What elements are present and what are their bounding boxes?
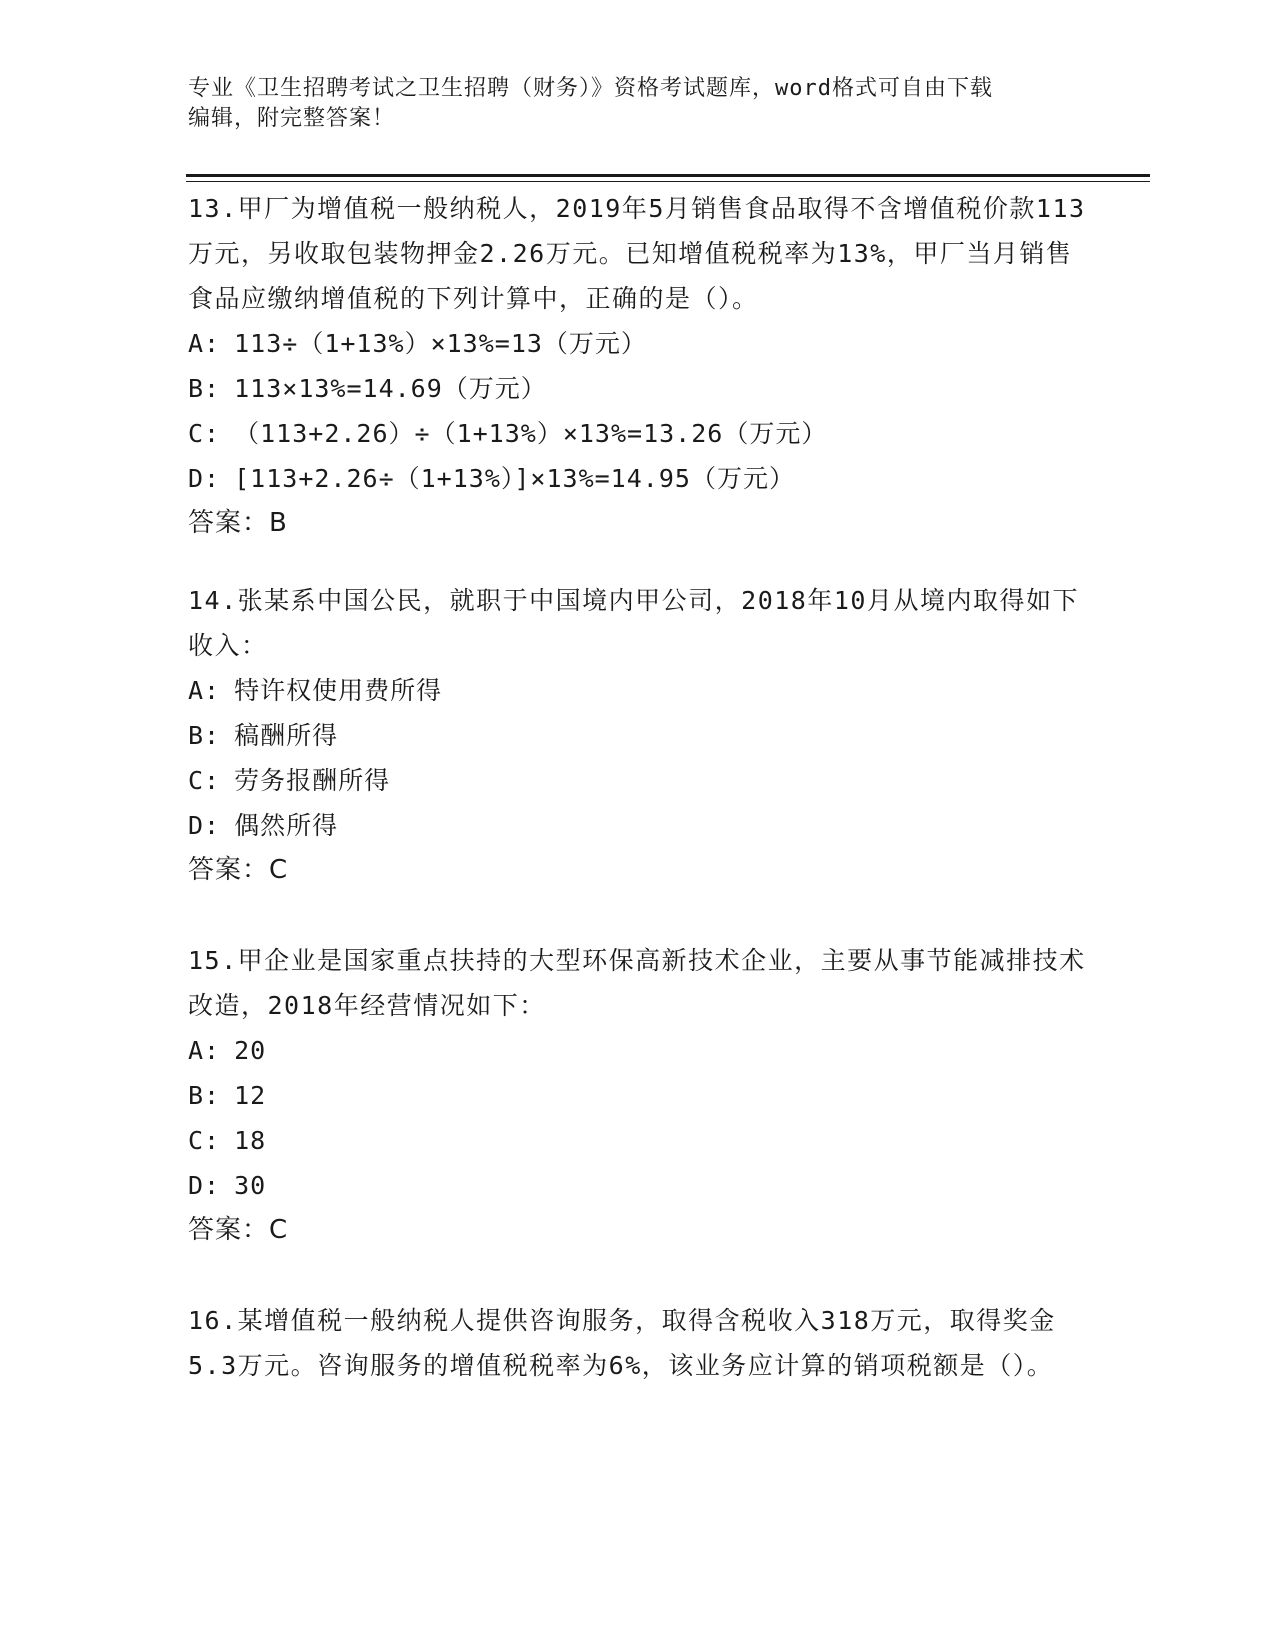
question-stem: 16.某增值税一般纳税人提供咨询服务，取得含税收入318万元，取得奖金5.3万元。咨询服务的增值税税率为6%，该业务应计算的销项税额是（）。	[188, 1306, 1056, 1380]
option-label: B:	[188, 1081, 221, 1110]
option-label: C:	[188, 1126, 221, 1155]
option-label: A:	[188, 1036, 221, 1065]
option-b	[188, 366, 1088, 411]
option-label: C:	[188, 766, 221, 795]
option-a	[188, 1028, 1088, 1073]
option-text: 18	[234, 1126, 267, 1155]
option-text: 特许权使用费所得	[234, 676, 443, 705]
option-c	[188, 1118, 1088, 1163]
option-c	[188, 758, 1088, 803]
question-13	[188, 186, 1088, 546]
header-line-2: 编辑，附完整答案！	[188, 106, 396, 131]
option-d	[188, 803, 1088, 848]
option-label: A:	[188, 329, 221, 358]
option-b	[188, 1073, 1088, 1118]
option-label: A:	[188, 676, 221, 705]
question-14	[188, 578, 1088, 893]
option-c	[188, 411, 1088, 456]
option-text: 113÷（1+13%）×13%=13（万元）	[234, 329, 647, 358]
option-a	[188, 668, 1088, 713]
option-text: 30	[234, 1171, 267, 1200]
question-16	[188, 1298, 1088, 1388]
option-label: C:	[188, 419, 221, 448]
document-header	[188, 74, 1088, 134]
question-15	[188, 938, 1088, 1253]
option-text: 劳务报酬所得	[234, 766, 391, 795]
header-divider-thin	[186, 181, 1150, 182]
header-divider-thick	[186, 174, 1150, 177]
option-text: 偶然所得	[234, 811, 339, 840]
option-text: 20	[234, 1036, 267, 1065]
option-label: B:	[188, 374, 221, 403]
option-a	[188, 321, 1088, 366]
option-text: 12	[234, 1081, 267, 1110]
option-text: （113+2.26）÷（1+13%）×13%=13.26（万元）	[234, 419, 828, 448]
option-b	[188, 713, 1088, 758]
question-stem: 13.甲厂为增值税一般纳税人，2019年5月销售食品取得不含增值税价款113万元，另收取包装物押金2.26万元。已知增值税税率为13%，甲厂当月销售食品应缴纳增值税的下列计算中，正确的是（）。	[188, 194, 1086, 313]
answer: 答案：C	[188, 855, 289, 885]
question-stem: 14.张某系中国公民，就职于中国境内甲公司，2018年10月从境内取得如下收入：	[188, 586, 1079, 660]
option-text: 113×13%=14.69（万元）	[234, 374, 547, 403]
option-d	[188, 456, 1088, 501]
option-d	[188, 1163, 1088, 1208]
option-text: 稿酬所得	[234, 721, 339, 750]
answer: 答案：B	[188, 508, 288, 538]
option-label: B:	[188, 721, 221, 750]
answer: 答案：C	[188, 1215, 289, 1245]
option-text: [113+2.26÷（1+13%）]×13%=14.95（万元）	[234, 464, 795, 493]
question-stem: 15.甲企业是国家重点扶持的大型环保高新技术企业，主要从事节能减排技术改造，2018年经营情况如下：	[188, 946, 1086, 1020]
option-label: D:	[188, 811, 221, 840]
option-label: D:	[188, 464, 221, 493]
header-line-1: 专业《卫生招聘考试之卫生招聘（财务）》资格考试题库，word格式可自由下载	[188, 76, 993, 101]
option-label: D:	[188, 1171, 221, 1200]
